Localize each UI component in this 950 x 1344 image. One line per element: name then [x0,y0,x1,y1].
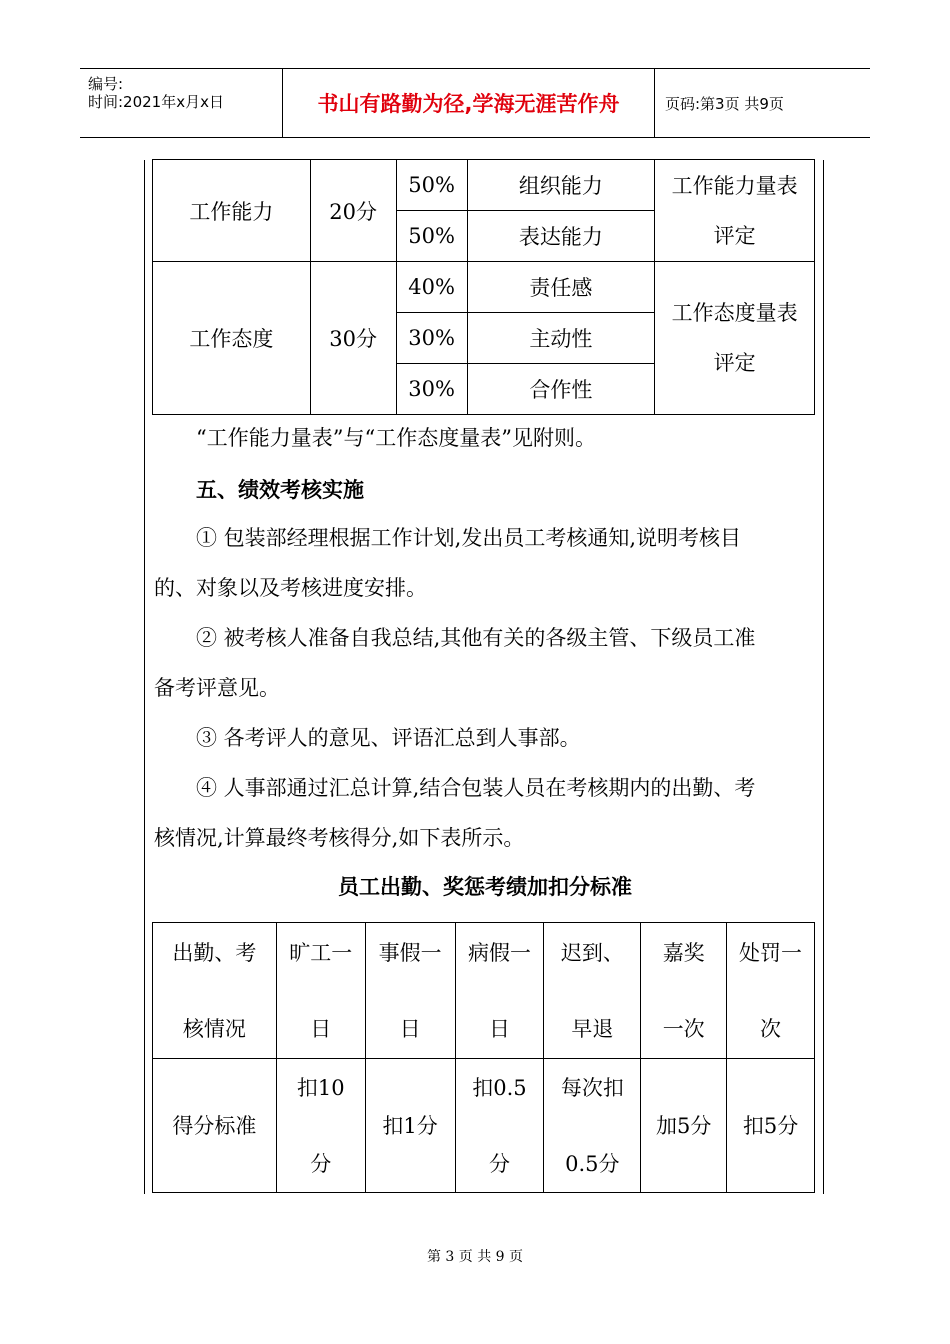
header-cell [365,923,455,1059]
header-cell [727,923,815,1059]
score-cell [455,1059,544,1193]
sub-item-cell: 责任感 [467,262,655,313]
method-line: 评定 [713,351,756,375]
cell-line: 次 [760,1016,782,1041]
sub-item-cell: 合作性 [467,364,655,415]
step1-line2: 的、对象以及考核进度安排。 [154,576,427,600]
method-cell [655,160,815,262]
cell-line: 日 [488,1016,510,1041]
pct-cell: 40% [396,262,467,313]
method-cell [655,262,815,415]
method-line: 工作能力量表 [671,173,798,198]
score-cell: 扣5分 [727,1059,815,1193]
step2-line2: 备考评意见。 [154,676,280,700]
cell-line: 出勤、考 [172,940,257,965]
page-footer: 第 3 页 共 9 页 [426,1249,524,1265]
section-title: 五、绩效考核实施 [196,478,364,502]
pct-cell: 30% [396,364,467,415]
table-row [153,923,815,1059]
sub-item-cell: 组织能力 [467,160,655,211]
header-cell [641,923,727,1059]
cell-line: 扣10 [296,1075,345,1100]
step3: ③ 各考评人的意见、评语汇总到人事部。 [196,726,581,750]
score-cell: 加5分 [641,1059,727,1193]
score-label-cell: 得分标准 [153,1059,277,1193]
step2-line1: ② 被考核人准备自我总结,其他有关的各级主管、下级员工准 [196,626,756,650]
frame-right-border [823,160,824,1194]
cell-line: 核情况 [182,1016,246,1041]
pct-cell: 50% [396,211,467,262]
item-cell: 工作态度 [153,262,311,415]
sub-item-cell: 主动性 [467,313,655,364]
cell-line: 嘉奖 [662,940,705,965]
cell-line: 日 [310,1016,332,1041]
header-left [80,69,283,137]
header-cell [276,923,365,1059]
item-cell: 工作能力 [153,160,311,262]
table-row [153,1059,815,1193]
cell-line: 迟到、 [560,940,624,965]
cell-line: 处罚一 [739,940,803,965]
cell-line: 日 [399,1016,421,1041]
cell-line: 分 [488,1151,510,1176]
step1-line1: ① 包装部经理根据工作计划,发出员工考核通知,说明考核目 [196,526,742,550]
sub-item-cell: 表达能力 [467,211,655,262]
cell-line: 每次扣 [560,1075,624,1100]
cell-line: 早退 [571,1016,614,1041]
step4-line2: 核情况,计算最终考核得分,如下表所示。 [154,826,525,850]
header-cell [544,923,641,1059]
table-row [153,262,815,313]
score-cell: 20分 [310,160,396,262]
step4-line1: ④ 人事部通过汇总计算,结合包装人员在考核期内的出勤、考 [196,776,756,800]
table-title: 员工出勤、奖惩考绩加扣分标准 [338,875,632,899]
table-row [153,160,815,211]
method-line: 工作态度量表 [671,301,798,325]
header-cell [153,923,277,1059]
cell-line: 旷工一 [289,940,353,965]
method-line: 评定 [713,223,756,248]
attendance-table [152,922,815,1193]
cell-line: 扣0.5 [472,1075,527,1100]
note-paragraph: “工作能力量表”与“工作态度量表”见附则。 [196,426,596,450]
score-cell: 扣1分 [365,1059,455,1193]
cell-line: 事假一 [378,940,442,965]
page-header [80,68,870,138]
cell-line: 一次 [662,1016,705,1041]
frame-left-border [144,160,145,1194]
pct-cell: 50% [396,160,467,211]
cell-line: 0.5分 [565,1151,620,1176]
header-cell [455,923,544,1059]
pct-cell: 30% [396,313,467,364]
score-cell [544,1059,641,1193]
cell-line: 病假一 [467,940,531,965]
header-page-info: 页码:第3页 共9页 [665,94,784,113]
doc-number-label: 编号: [88,75,124,93]
cell-line: 分 [310,1151,332,1176]
score-cell [276,1059,365,1193]
header-motto: 书山有路勤为径,学海无涯苦作舟 [283,69,655,137]
score-table [152,159,815,415]
score-cell: 30分 [310,262,396,415]
doc-date-label: 时间:2021年x月x日 [88,93,224,111]
